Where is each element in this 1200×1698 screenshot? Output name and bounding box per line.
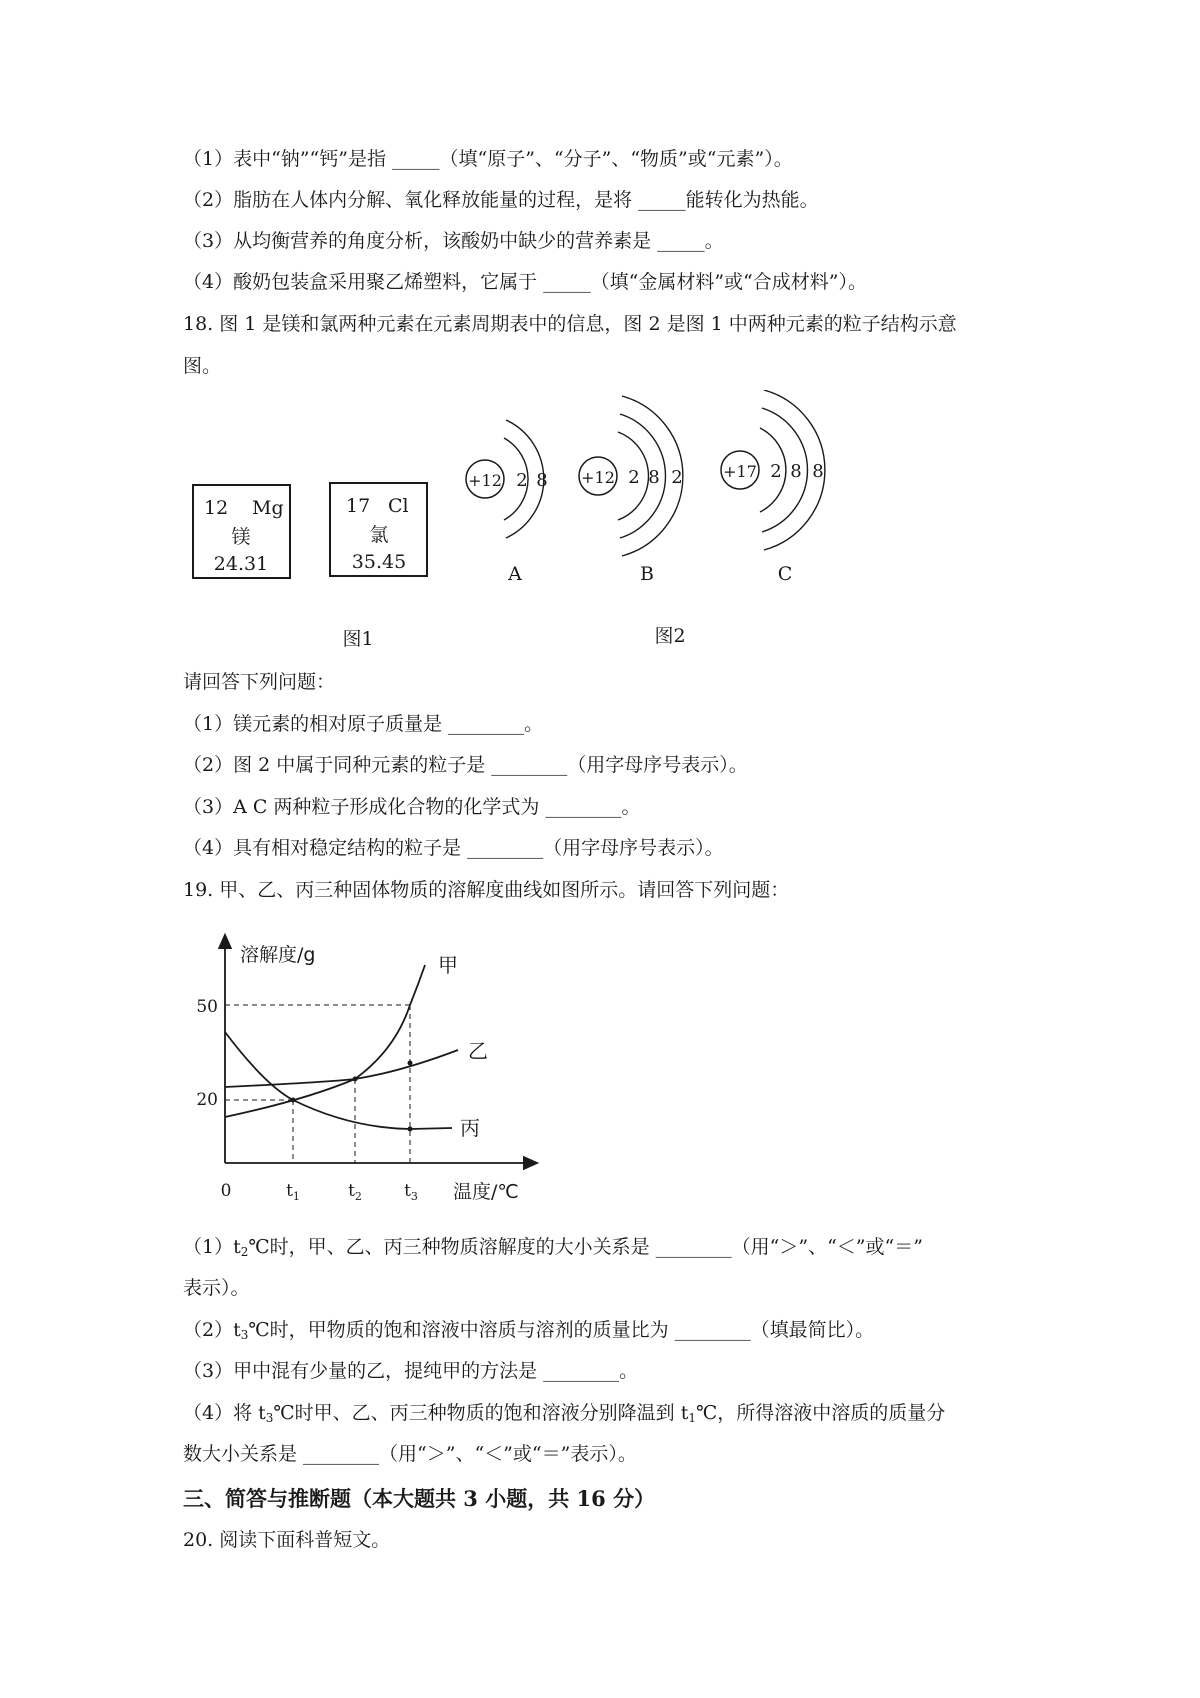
q19-item-2: $(2)t_3℃$时，甲物质的饱和溶液中溶质与溶剂的质量比为 ________（填最简比）。	[183, 1319, 875, 1342]
figure1-caption: 图1	[342, 628, 374, 650]
point-yi-t3	[408, 1061, 413, 1066]
q19-item-4-cont: 数大小关系是 ________（用“＞”、“＜”或“＝”表示）。	[183, 1443, 637, 1465]
q18-item-2: （2）图 2 中属于同种元素的粒子是 ________（用字母序号表示）。	[183, 754, 748, 776]
particle-c-shell-2: 8	[790, 461, 802, 482]
particle-a-label: A	[508, 563, 522, 585]
intersect-t2	[353, 1077, 358, 1082]
particle-b-shell-1: 2	[628, 467, 640, 488]
q19-item-4: （4）将 $t_3℃$时甲、乙、丙三种物质的饱和溶液分别降温到 $t_1℃$，所得溶液中溶质的质量分	[183, 1402, 946, 1425]
particle-a-nucleus: +12	[468, 471, 502, 490]
mg-symbol: Mg	[252, 497, 284, 519]
mg-name: 镁	[231, 526, 251, 548]
origin-label: 0	[220, 1181, 232, 1201]
particle-a-shell-1: 2	[516, 470, 528, 491]
q18-stem: 18. 图 1 是镁和氯两种元素在元素周期表中的信息，图 2 是图 1 中两种元素的粒子结构示意	[183, 313, 957, 335]
q17-item-2: （2）脂肪在人体内分解、氧化释放能量的过程，是将 _____能转化为热能。	[183, 189, 819, 211]
element-tile-cl	[330, 483, 427, 576]
mg-atomic-mass: 24.31	[213, 553, 269, 575]
q18-item-1: （1）镁元素的相对原子质量是 ________。	[183, 713, 544, 735]
element-tile-mg	[193, 485, 290, 578]
particle-b-label: B	[640, 563, 654, 585]
cl-name: 氯	[369, 524, 389, 546]
q18-item-3: （3）A C 两种粒子形成化合物的化学式为 ________。	[183, 796, 641, 818]
cl-symbol: Cl	[388, 495, 409, 517]
particle-c-shell-1: 2	[770, 461, 782, 482]
q19-item-3: （3）甲中混有少量的乙，提纯甲的方法是 ________。	[183, 1360, 639, 1382]
particle-a	[466, 420, 548, 585]
x-tick-t1: $t_1$	[286, 1181, 300, 1203]
q17-item-4: （4）酸奶包装盒采用聚乙烯塑料，它属于 _____（填“金属材料”或“合成材料”）。	[183, 271, 867, 293]
y-axis-label: 溶解度/g	[240, 944, 316, 966]
figure2-caption: 图2	[654, 625, 686, 647]
x-tick-t2: $t_2$	[348, 1181, 362, 1203]
particle-c-label: C	[777, 563, 793, 585]
series-label-yi: 乙	[468, 1039, 488, 1063]
q17-item-3: （3）从均衡营养的角度分析，该酸奶中缺少的营养素是 _____。	[183, 230, 724, 252]
q19-stem: 19. 甲、乙、丙三种固体物质的溶解度曲线如图所示。请回答下列问题：	[183, 879, 790, 901]
particle-c-shell-3: 8	[812, 461, 824, 482]
q19-item-1-cont: 表示）。	[183, 1277, 250, 1299]
q18-figure	[0, 390, 1200, 660]
y-tick-50: 50	[196, 997, 218, 1017]
series-label-bing: 丙	[460, 1116, 480, 1140]
particle-b-shell-2: 8	[648, 467, 660, 488]
series-label-jia: 甲	[438, 953, 458, 977]
particle-c	[721, 390, 825, 585]
x-tick-t3: $t_3$	[404, 1181, 418, 1203]
curve-yi	[225, 1050, 458, 1087]
y-tick-20: 20	[196, 1090, 218, 1110]
particle-c-nucleus: +17	[723, 462, 757, 481]
particle-b-shell-3: 2	[671, 467, 683, 488]
q17-item-1: （1）表中“钠”“钙”是指 _____（填“原子”、“分子”、“物质”或“元素”）。	[183, 148, 793, 170]
cl-atomic-number: 17	[346, 495, 371, 517]
cl-atomic-mass: 35.45	[351, 551, 407, 573]
q19-item-1: $(1)t_2℃$时，甲、乙、丙三种物质溶解度的大小关系是 ________（用“＞”、“＜”或“＝”	[183, 1236, 923, 1259]
q18-stem-cont: 图。	[183, 355, 222, 377]
particle-b	[579, 396, 683, 585]
mg-atomic-number: 12	[204, 497, 229, 519]
q18-prompt: 请回答下列问题：	[183, 671, 336, 693]
x-axis-label: 温度/℃	[453, 1181, 519, 1203]
intersect-t1	[291, 1098, 296, 1103]
particle-b-nucleus: +12	[581, 468, 615, 487]
section-3-heading: 三、简答与推断题（本大题共 3 小题，共 16 分）	[183, 1486, 656, 1511]
particle-a-shell-2: 8	[536, 470, 548, 491]
solubility-chart	[0, 920, 600, 1210]
curve-jia	[225, 965, 425, 1117]
q18-item-4: （4）具有相对稳定结构的粒子是 ________（用字母序号表示）。	[183, 837, 724, 859]
q20-stem: 20. 阅读下面科普短文。	[183, 1529, 391, 1551]
point-bing-t3	[408, 1127, 413, 1132]
